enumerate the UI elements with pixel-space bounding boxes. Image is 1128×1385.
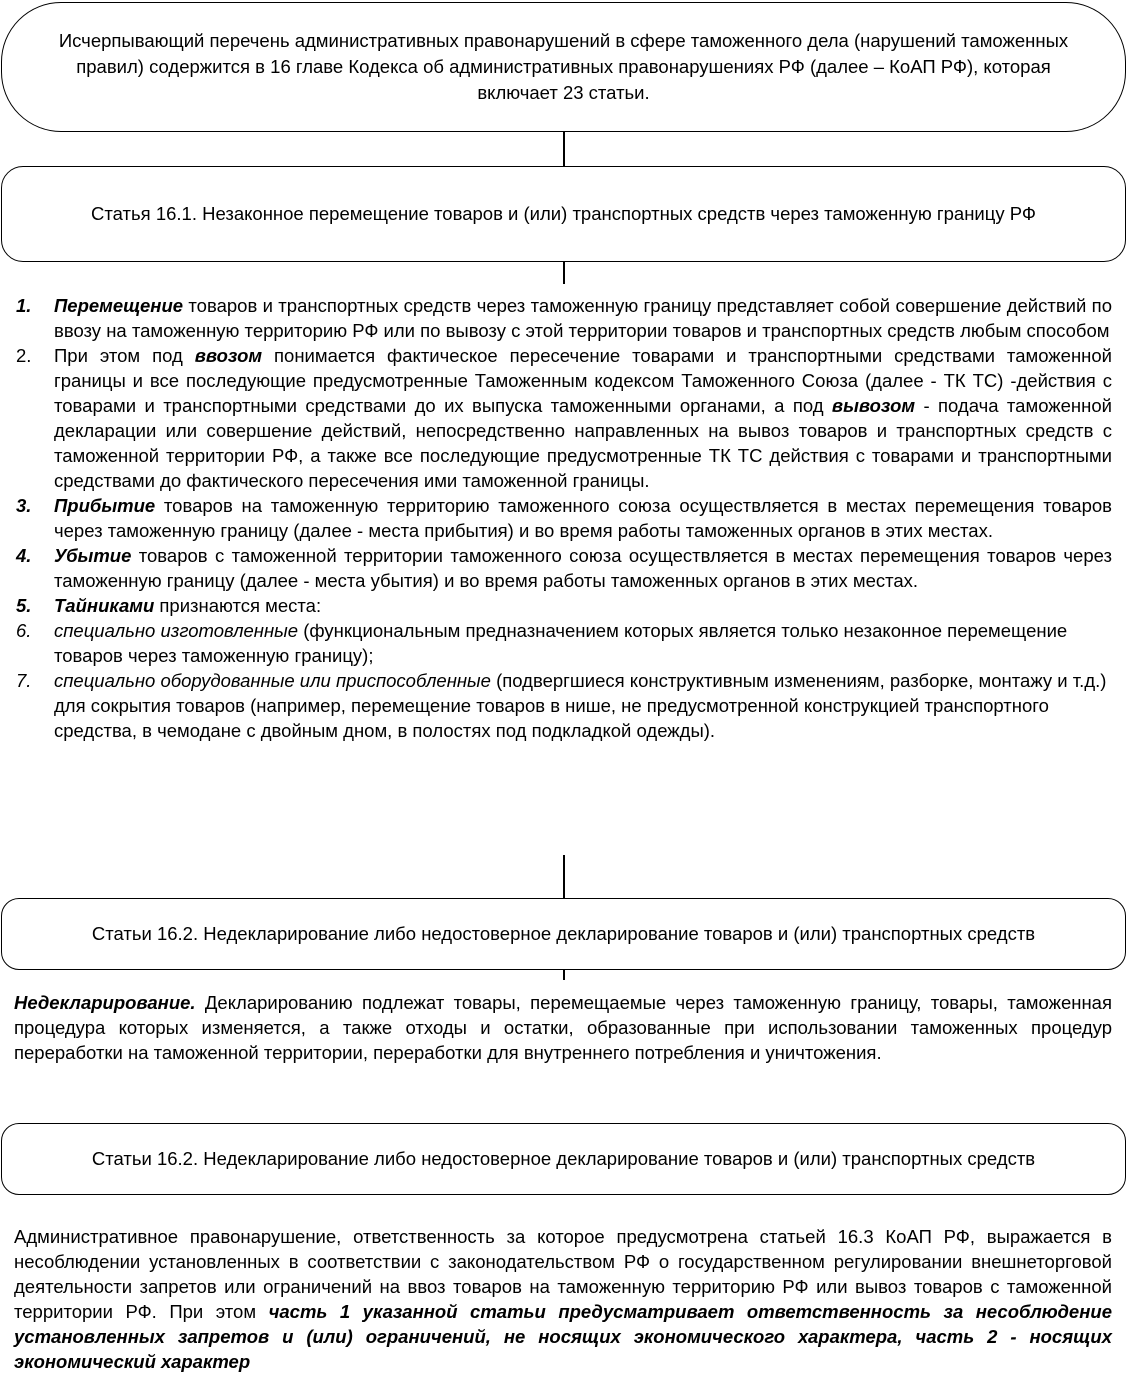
list-item [14, 293, 1112, 343]
list-term: специально изготовленные [54, 620, 299, 641]
list-number: 6. [16, 620, 32, 641]
connector-line [563, 262, 565, 284]
list-term: ввозом [194, 345, 263, 366]
list-term: Убытие [54, 545, 132, 566]
list-item [14, 668, 1112, 743]
list-text: товаров и транспортных средств через таможенную границу представляет собой совершение действий по ввозу на таможенную территорию РФ или по вывозу с этой территории товаров и транспортных средств любым способом [54, 295, 1112, 341]
list-text: понимается фактическое пересечение товарами и транспортными средствами таможенной границы и все последующие предусмотренные Таможенным кодексом Таможенного Союза (далее - ТК ТС) -действия с товарами и транспортными средствами до их выпуска таможенными органами, а под [54, 345, 1113, 416]
list-item [14, 493, 1112, 543]
list-term: Перемещение [54, 295, 184, 316]
list-term: Тайниками [54, 595, 155, 616]
list-number: 7. [16, 670, 32, 691]
list-text: При этом под [54, 345, 195, 366]
intro-text: Исчерпывающий перечень административных правонарушений в сфере таможенного дела (нарушений таможенных правил) содержится в 16 главе Кодекса об административных правонарушениях РФ (далее – КоАП РФ), которая включает 23 статьи. [58, 30, 1069, 103]
restrictions-paragraph [14, 1224, 1112, 1374]
connector-line [563, 970, 565, 980]
undeclared-paragraph [14, 990, 1112, 1065]
list-item [14, 343, 1112, 493]
list-number: 3. [16, 495, 32, 516]
list-text: признаются места: [154, 595, 322, 616]
article-16-1-title: Статья 16.1. Незаконное перемещение товаров и (или) транспортных средств через таможенную границу РФ [91, 203, 1036, 224]
intro-box [1, 2, 1126, 132]
list-number: 5. [16, 595, 32, 616]
article-16-2-title: Статьи 16.2. Недекларирование либо недостоверное декларирование товаров и (или) транспортных средств [91, 923, 1036, 944]
list-text: (функциональным предназначением которых является только незаконное перемещение товаров через таможенную границу); [54, 620, 1068, 666]
list-term: вывозом [831, 395, 916, 416]
paragraph-text: Административное правонарушение, ответственность за которое предусмотрена статьей 16.3 КоАП РФ, выражается в несоблюдении установленных в соответствии с законодательством РФ о государственном регулировании внешнеторговой деятельности запретов или ограничений на ввоз товаров на таможенную территорию РФ или вывоз товаров с таможенной территории РФ. При этом [14, 1226, 1112, 1322]
list-text: товаров с таможенной территории таможенного союза осуществляется в местах перемещения товаров через таможенную границу (далее - места убытия) и во время работы таможенных органов в этих местах. [54, 545, 1112, 591]
list-number: 1. [16, 295, 32, 316]
article-16-2-box-second [1, 1123, 1126, 1195]
paragraph-emphasis: часть 1 указанной статьи предусматривает ответственность за несоблюдение установленных запретов и (или) ограничений, не носящих экономического характера, часть 2 - носящих экономический характер [14, 1301, 1112, 1372]
definitions-list [14, 293, 1112, 743]
connector-line [563, 855, 565, 898]
paragraph-text: Декларированию подлежат товары, перемещаемые через таможенную границу, товары, таможенная процедура которых изменяется, а также отходы и остатки, образованные при использовании таможенных процедур переработки на таможенной территории, переработки для внутреннего потребления и уничтожения. [14, 992, 1112, 1063]
list-text: - подача таможенной декларации или совершение действий, непосредственно направленных на вывоз товаров и транспортных средств с таможенной территории РФ, а также все последующие предусмотренные ТК ТС действия с товарами и транспортными средствами до фактического пересечения ими таможенной границы. [54, 395, 1112, 491]
list-text: (подвергшиеся конструктивным изменениям, разборке, монтажу и т.д.) для сокрытия товаров (например, перемещение товаров в нише, не предусмотренной конструкцией транспортного средства, в чемодане с двойным дном, в полостях под подкладкой одежды). [54, 670, 1107, 741]
list-number: 2. [16, 345, 32, 366]
list-number: 4. [16, 545, 32, 566]
list-item [14, 618, 1112, 668]
connector-line [563, 132, 565, 166]
list-term: Прибытие [54, 495, 156, 516]
list-text: товаров на таможенную территорию таможенного союза осуществляется в местах перемещения товаров через таможенную границу (далее - места прибытия) и во время работы таможенных органов в этих местах. [54, 495, 1112, 541]
list-item [14, 543, 1112, 593]
article-16-2-title-second: Статьи 16.2. Недекларирование либо недостоверное декларирование товаров и (или) транспортных средств [91, 1148, 1036, 1169]
article-16-2-box [1, 898, 1126, 970]
list-item [14, 593, 1112, 618]
paragraph-term: Недекларирование. [14, 992, 196, 1013]
list-term: специально оборудованные или приспособленные [54, 670, 491, 691]
article-16-1-box [1, 166, 1126, 262]
